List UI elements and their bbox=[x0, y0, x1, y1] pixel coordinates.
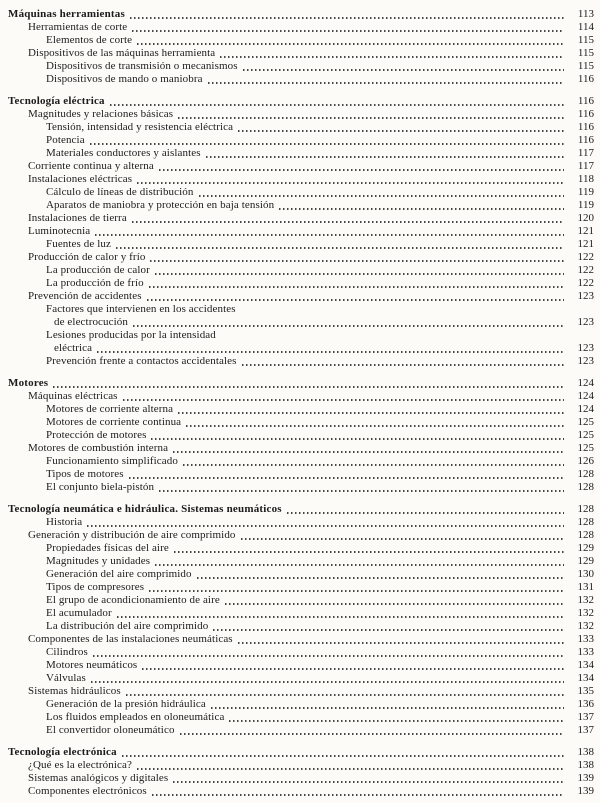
dot-leader bbox=[173, 781, 564, 783]
toc-entry bbox=[8, 529, 594, 542]
dot-leader bbox=[87, 525, 564, 527]
toc-entry-title: Sistemas analógicos y digitales bbox=[28, 772, 169, 784]
toc-entry bbox=[8, 481, 594, 494]
toc-entry-page: 130 bbox=[577, 568, 594, 580]
dot-leader bbox=[206, 156, 564, 158]
toc-entry-title: Magnitudes y unidades bbox=[46, 555, 151, 567]
toc-entry-title: ¿Qué es la electrónica? bbox=[28, 759, 132, 771]
toc-entry bbox=[8, 516, 594, 529]
dot-leader bbox=[137, 768, 564, 770]
toc-entry-page: 132 bbox=[577, 620, 594, 632]
toc-entry-page: 123 bbox=[577, 355, 594, 367]
toc-entry-title: Fuentes de luz bbox=[46, 238, 111, 250]
dot-leader bbox=[151, 438, 564, 440]
toc-entry bbox=[8, 303, 594, 316]
dot-leader bbox=[116, 247, 564, 249]
dot-leader bbox=[180, 733, 564, 735]
toc-entry-title: El grupo de acondicionamiento de aire bbox=[46, 594, 220, 606]
toc-entry-title: Luminotecnia bbox=[28, 225, 91, 237]
toc-entry-title: Historia bbox=[46, 516, 83, 528]
toc-entry-page: 125 bbox=[577, 416, 594, 428]
dot-leader bbox=[159, 169, 564, 171]
toc-entry-title: El acumulador bbox=[46, 607, 112, 619]
toc-entry-title: El conjunto biela-pistón bbox=[46, 481, 155, 493]
toc-entry-page: 132 bbox=[577, 607, 594, 619]
toc-entry-title: Cilindros bbox=[46, 646, 88, 658]
dot-leader bbox=[137, 182, 564, 184]
toc-entry bbox=[8, 607, 594, 620]
toc-entry-title: La distribución del aire comprimido bbox=[46, 620, 209, 632]
toc-entry bbox=[8, 442, 594, 455]
toc-entry-title: Máquinas eléctricas bbox=[28, 390, 118, 402]
toc-entry-page: 124 bbox=[577, 377, 594, 389]
toc-entry bbox=[8, 355, 594, 368]
toc-entry-title: Generación del aire comprimido bbox=[46, 568, 192, 580]
toc-entry-page: 116 bbox=[577, 95, 594, 107]
dot-leader bbox=[225, 603, 564, 605]
toc-entry-title: Dispositivos de las máquinas herramienta bbox=[28, 47, 216, 59]
dot-leader bbox=[197, 577, 564, 579]
toc-entry-page: 137 bbox=[577, 724, 594, 736]
toc-entry-page: 122 bbox=[577, 277, 594, 289]
toc-entry bbox=[8, 390, 594, 403]
toc-entry-title: Motores de corriente continua bbox=[46, 416, 182, 428]
toc-section bbox=[8, 95, 594, 368]
toc-entry bbox=[8, 173, 594, 186]
toc-entry-title: Tecnología eléctrica bbox=[8, 95, 105, 107]
toc-entry-page: 119 bbox=[577, 199, 594, 211]
dot-leader bbox=[142, 668, 564, 670]
dot-leader bbox=[95, 234, 564, 236]
toc-entry-page: 139 bbox=[577, 772, 594, 784]
toc-entry-page: 128 bbox=[577, 481, 594, 493]
toc-section bbox=[8, 746, 594, 798]
toc-entry-title: Cálculo de líneas de distribución bbox=[46, 186, 194, 198]
toc-entry bbox=[8, 73, 594, 86]
toc-entry-title: Protección de motores bbox=[46, 429, 147, 441]
dot-leader bbox=[213, 629, 564, 631]
toc-entry-title: Factores que intervienen en los accidentes bbox=[46, 303, 236, 315]
toc-entry-page: 117 bbox=[577, 160, 594, 172]
toc-entry bbox=[8, 772, 594, 785]
dot-leader bbox=[211, 707, 564, 709]
toc-entry bbox=[8, 785, 594, 798]
dot-leader bbox=[229, 720, 564, 722]
toc-entry-title: Producción de calor y frío bbox=[28, 251, 146, 263]
toc-entry bbox=[8, 542, 594, 555]
dot-leader bbox=[123, 399, 564, 401]
toc-entry bbox=[8, 199, 594, 212]
toc-entry bbox=[8, 342, 594, 355]
toc-entry bbox=[8, 698, 594, 711]
dot-leader bbox=[241, 538, 564, 540]
dot-leader bbox=[186, 425, 564, 427]
toc-entry-title: de electrocución bbox=[54, 316, 128, 328]
toc-entry bbox=[8, 503, 594, 516]
toc-entry-page: 125 bbox=[577, 442, 594, 454]
toc-entry-page: 128 bbox=[577, 516, 594, 528]
toc-entry-page: 135 bbox=[577, 685, 594, 697]
toc-entry bbox=[8, 377, 594, 390]
toc-entry-page: 126 bbox=[577, 455, 594, 467]
toc-entry-page: 123 bbox=[577, 342, 594, 354]
dot-leader bbox=[155, 273, 564, 275]
toc-entry bbox=[8, 329, 594, 342]
toc-entry-page: 132 bbox=[577, 594, 594, 606]
dot-leader bbox=[147, 299, 564, 301]
toc-entry-page: 119 bbox=[577, 186, 594, 198]
toc-entry-page: 121 bbox=[577, 225, 594, 237]
toc-entry bbox=[8, 620, 594, 633]
toc-entry-page: 128 bbox=[577, 503, 594, 515]
toc-entry-title: Generación de la presión hidráulica bbox=[46, 698, 206, 710]
dot-leader bbox=[155, 564, 564, 566]
dot-leader bbox=[242, 364, 565, 366]
toc-entry bbox=[8, 316, 594, 329]
toc-entry-title: Instalaciones eléctricas bbox=[28, 173, 133, 185]
toc-entry bbox=[8, 47, 594, 60]
table-of-contents bbox=[8, 8, 594, 798]
dot-leader bbox=[110, 104, 564, 106]
toc-entry bbox=[8, 659, 594, 672]
dot-leader bbox=[150, 260, 564, 262]
dot-leader bbox=[137, 43, 564, 45]
toc-entry-title: Motores de corriente alterna bbox=[46, 403, 174, 415]
toc-entry-page: 120 bbox=[577, 212, 594, 224]
toc-entry-page: 129 bbox=[577, 555, 594, 567]
toc-entry-title: Válvulas bbox=[46, 672, 86, 684]
toc-entry bbox=[8, 21, 594, 34]
toc-entry-page: 139 bbox=[577, 785, 594, 797]
toc-entry-page: 124 bbox=[577, 390, 594, 402]
dot-leader bbox=[117, 616, 564, 618]
toc-entry bbox=[8, 238, 594, 251]
toc-entry bbox=[8, 147, 594, 160]
dot-leader bbox=[174, 551, 564, 553]
dot-leader bbox=[199, 195, 565, 197]
toc-entry-page: 123 bbox=[577, 290, 594, 302]
toc-entry-page: 133 bbox=[577, 646, 594, 658]
toc-entry bbox=[8, 711, 594, 724]
toc-entry bbox=[8, 468, 594, 481]
toc-entry-page: 113 bbox=[577, 8, 594, 20]
toc-entry bbox=[8, 290, 594, 303]
dot-leader bbox=[178, 412, 564, 414]
toc-entry bbox=[8, 121, 594, 134]
toc-entry-title: Aparatos de maniobra y protección en baja tensión bbox=[46, 199, 275, 211]
dot-leader bbox=[243, 69, 564, 71]
toc-entry-page: 131 bbox=[577, 581, 594, 593]
toc-entry-page: 116 bbox=[577, 73, 594, 85]
toc-entry bbox=[8, 160, 594, 173]
dot-leader bbox=[149, 286, 564, 288]
toc-entry bbox=[8, 277, 594, 290]
toc-entry-page: 125 bbox=[577, 429, 594, 441]
toc-entry-page: 128 bbox=[577, 529, 594, 541]
dot-leader bbox=[159, 490, 564, 492]
toc-entry-title: Dispositivos de mando o maniobra bbox=[46, 73, 203, 85]
toc-section bbox=[8, 8, 594, 86]
toc-entry bbox=[8, 581, 594, 594]
dot-leader bbox=[132, 221, 564, 223]
toc-entry-page: 136 bbox=[577, 698, 594, 710]
toc-entry-title: Componentes de las instalaciones neumáticas bbox=[28, 633, 233, 645]
toc-entry-title: Tensión, intensidad y resistencia eléctrica bbox=[46, 121, 234, 133]
toc-entry bbox=[8, 60, 594, 73]
toc-entry-page: 115 bbox=[577, 60, 594, 72]
toc-entry-title: eléctrica bbox=[54, 342, 93, 354]
toc-entry-title: Tipos de compresores bbox=[46, 581, 145, 593]
dot-leader bbox=[93, 655, 564, 657]
dot-leader bbox=[238, 642, 564, 644]
toc-entry-page: 121 bbox=[577, 238, 594, 250]
toc-entry-page: 128 bbox=[577, 468, 594, 480]
toc-entry-page: 137 bbox=[577, 711, 594, 723]
dot-leader bbox=[149, 590, 564, 592]
toc-entry bbox=[8, 251, 594, 264]
toc-entry-page: 117 bbox=[577, 147, 594, 159]
dot-leader bbox=[53, 386, 564, 388]
dot-leader bbox=[220, 56, 564, 58]
dot-leader bbox=[126, 694, 564, 696]
toc-entry-title: Tecnología electrónica bbox=[8, 746, 117, 758]
toc-entry-title: Instalaciones de tierra bbox=[28, 212, 127, 224]
toc-entry-title: Funcionamiento simplificado bbox=[46, 455, 178, 467]
toc-entry-page: 134 bbox=[577, 672, 594, 684]
toc-entry-title: Tipos de motores bbox=[46, 468, 124, 480]
toc-entry bbox=[8, 672, 594, 685]
dot-leader bbox=[279, 208, 564, 210]
toc-entry bbox=[8, 403, 594, 416]
dot-leader bbox=[133, 325, 564, 327]
toc-entry-title: Generación y distribución de aire comprimido bbox=[28, 529, 236, 541]
toc-entry-title: Elementos de corte bbox=[46, 34, 133, 46]
toc-entry-title: Herramientas de corte bbox=[28, 21, 128, 33]
toc-entry-page: 124 bbox=[577, 403, 594, 415]
toc-entry bbox=[8, 416, 594, 429]
toc-entry-title: Sistemas hidráulicos bbox=[28, 685, 121, 697]
toc-section bbox=[8, 503, 594, 737]
toc-entry-title: Tecnología neumática e hidráulica. Sistemas neumáticos bbox=[8, 503, 282, 515]
dot-leader bbox=[129, 477, 564, 479]
toc-entry-title: Los fluidos empleados en oloneumática bbox=[46, 711, 225, 723]
toc-entry bbox=[8, 633, 594, 646]
toc-entry-page: 123 bbox=[577, 316, 594, 328]
toc-entry-page: 116 bbox=[577, 108, 594, 120]
toc-entry bbox=[8, 646, 594, 659]
toc-entry bbox=[8, 34, 594, 47]
dot-leader bbox=[178, 117, 564, 119]
toc-entry-page: 122 bbox=[577, 251, 594, 263]
toc-entry-page: 115 bbox=[577, 47, 594, 59]
dot-leader bbox=[183, 464, 564, 466]
toc-entry-title: La producción de calor bbox=[46, 264, 150, 276]
toc-entry-title: Máquinas herramientas bbox=[8, 8, 125, 20]
toc-entry-page: 133 bbox=[577, 633, 594, 645]
dot-leader bbox=[130, 17, 564, 19]
toc-entry bbox=[8, 134, 594, 147]
dot-leader bbox=[132, 30, 564, 32]
toc-entry-page: 122 bbox=[577, 264, 594, 276]
toc-entry bbox=[8, 8, 594, 21]
dot-leader bbox=[238, 130, 564, 132]
toc-entry bbox=[8, 455, 594, 468]
toc-entry-title: Materiales conductores y aislantes bbox=[46, 147, 201, 159]
dot-leader bbox=[208, 82, 564, 84]
toc-entry-page: 118 bbox=[577, 173, 594, 185]
toc-entry bbox=[8, 724, 594, 737]
toc-entry bbox=[8, 108, 594, 121]
toc-entry-title: Motores bbox=[8, 377, 49, 389]
dot-leader bbox=[91, 681, 564, 683]
dot-leader bbox=[173, 451, 564, 453]
toc-entry bbox=[8, 95, 594, 108]
toc-entry-page: 134 bbox=[577, 659, 594, 671]
toc-entry bbox=[8, 759, 594, 772]
dot-leader bbox=[90, 143, 564, 145]
toc-section bbox=[8, 377, 594, 494]
toc-entry-title: Dispositivos de transmisión o mecanismos bbox=[46, 60, 238, 72]
toc-entry bbox=[8, 264, 594, 277]
toc-entry bbox=[8, 568, 594, 581]
toc-entry-title: Magnitudes y relaciones básicas bbox=[28, 108, 174, 120]
toc-entry-title: Prevención de accidentes bbox=[28, 290, 142, 302]
toc-entry bbox=[8, 225, 594, 238]
toc-entry bbox=[8, 555, 594, 568]
toc-entry-title: Lesiones producidas por la intensidad bbox=[46, 329, 216, 341]
toc-entry-title: Propiedades físicas del aire bbox=[46, 542, 169, 554]
toc-entry bbox=[8, 594, 594, 607]
toc-entry-title: Potencia bbox=[46, 134, 85, 146]
toc-entry-title: El convertidor oloneumático bbox=[46, 724, 175, 736]
toc-entry bbox=[8, 685, 594, 698]
toc-entry-page: 115 bbox=[577, 34, 594, 46]
toc-entry-page: 129 bbox=[577, 542, 594, 554]
toc-entry-page: 116 bbox=[577, 121, 594, 133]
dot-leader bbox=[122, 755, 564, 757]
toc-entry-title: La producción de frío bbox=[46, 277, 144, 289]
dot-leader bbox=[287, 512, 564, 514]
toc-entry-title: Corriente continua y alterna bbox=[28, 160, 154, 172]
toc-entry bbox=[8, 429, 594, 442]
toc-entry bbox=[8, 212, 594, 225]
toc-entry-page: 138 bbox=[577, 746, 594, 758]
toc-entry-page: 114 bbox=[577, 21, 594, 33]
toc-entry-page: 116 bbox=[577, 134, 594, 146]
toc-entry-page: 138 bbox=[577, 759, 594, 771]
toc-entry-title: Prevención frente a contactos accidentales bbox=[46, 355, 237, 367]
toc-entry-title: Componentes electrónicos bbox=[28, 785, 147, 797]
toc-entry bbox=[8, 186, 594, 199]
toc-entry-title: Motores neumáticos bbox=[46, 659, 138, 671]
toc-entry bbox=[8, 746, 594, 759]
dot-leader bbox=[97, 351, 564, 353]
dot-leader bbox=[152, 794, 564, 796]
toc-entry-title: Motores de combustión interna bbox=[28, 442, 169, 454]
